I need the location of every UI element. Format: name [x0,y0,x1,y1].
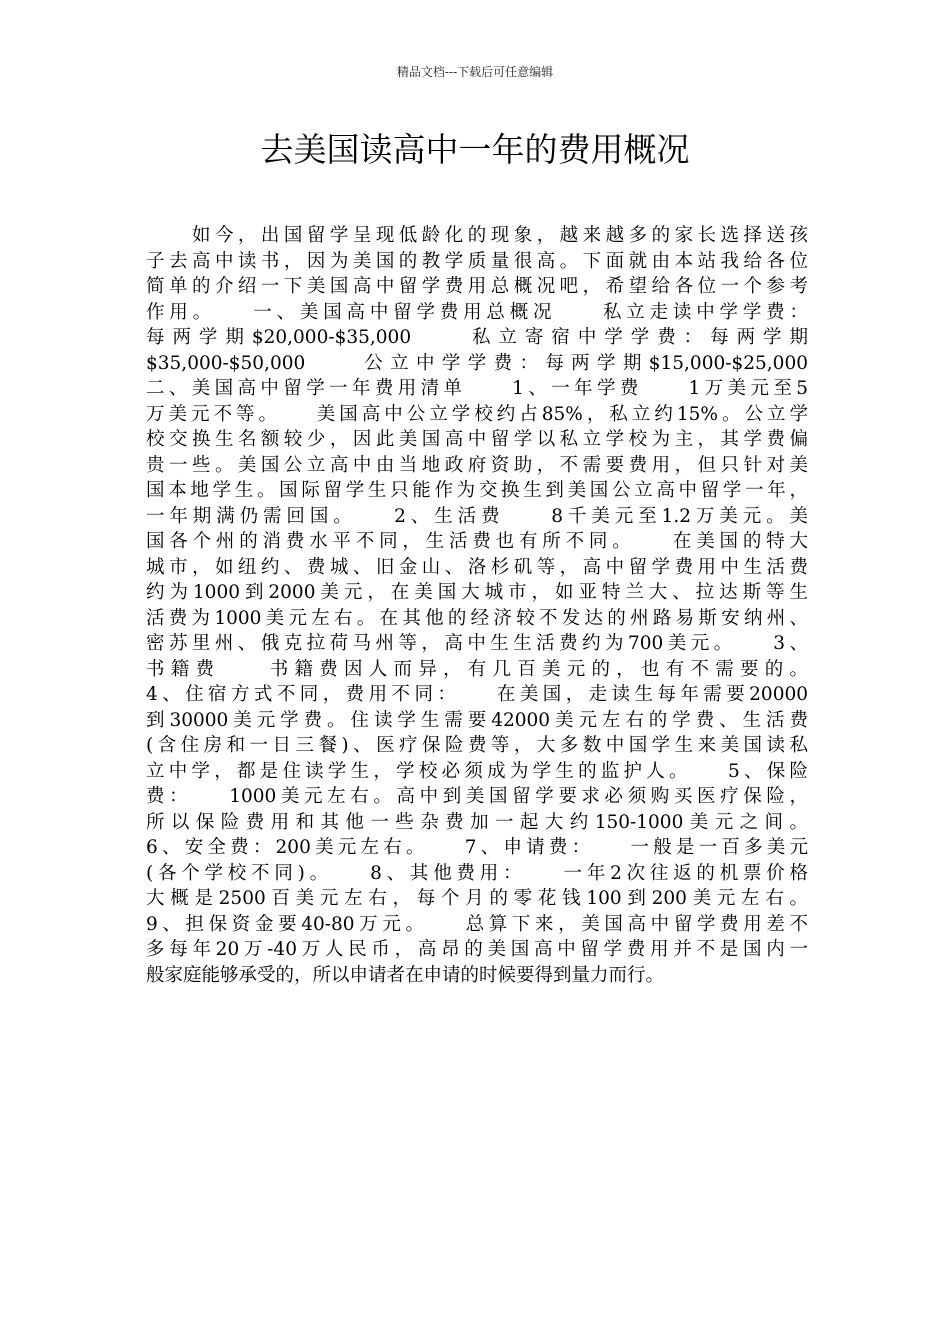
document-title: 去美国读高中一年的费用概况 [260,130,690,169]
body-line: (含住房和一日三餐)、医疗保险费等，大多数中国学生来美国读私 [146,735,808,756]
body-line: 大概是2500百美元左右，每个月的零花钱100到200美元左右。 [146,888,808,909]
page-header: 精品文档---下载后可任意编辑 [396,65,554,79]
body-line: 立中学，都是住读学生，学校必须成为学生的监护人。 5、保险 [146,760,808,782]
body-line: 作用。 一、美国高中留学费用总概况 私立走读中学学费： [146,301,808,323]
body-line: 校交换生名额较少，因此美国高中留学以私立学校为主，其学费偏 [146,429,808,450]
body-line: 密苏里州、俄克拉荷马州等，高中生生活费约为700美元。 3、 [146,633,808,654]
body-line: 万美元不等。 美国高中公立学校约占85%，私立约15%。公立学 [146,403,808,425]
body-line: 每两学期$20,000-$35,000 私立寄宿中学学费：每两学期 [146,327,808,348]
body-line: 4、住宿方式不同，费用不同： 在美国，走读生每年需要20000 [146,684,808,705]
body-line: 多每年20万-40万人民币，高昂的美国高中留学费用并不是国内一 [146,939,808,960]
body-line: 子去高中读书，因为美国的教学质量很高。下面就由本站我给各位 [146,250,808,272]
body-line: 所以保险费用和其他一些杂费加一起大约150-1000美元之间。 [146,811,808,833]
body-line: 费： 1000美元左右。高中到美国留学要求必须购买医疗保险， [146,786,808,807]
body-line: 城市，如纽约、费城、旧金山、洛杉矶等，高中留学费用中生活费 [146,556,808,578]
body-line: 约为1000到2000美元，在美国大城市，如亚特兰大、拉达斯等生 [146,582,808,603]
body-line: 国各个州的消费水平不同，生活费也有所不同。 在美国的特大 [146,531,808,552]
body-line: $35,000-$50,000 公立中学学费：每两学期$15,000-$25,000 [146,352,808,374]
body-line: 贵一些。美国公立高中由当地政府资助，不需要费用，但只针对美 [146,454,808,476]
body-line: 活费为1000美元左右。在其他的经济较不发达的州路易斯安纳州、 [146,607,808,629]
body-paragraph [146,223,808,988]
body-line: (各个学校不同)。 8、其他费用： 一年2次往返的机票价格 [146,862,808,884]
body-line: 简单的介绍一下美国高中留学费用总概况吧，希望给各位一个参考 [146,276,808,297]
body-line: 一年期满仍需回国。 2、生活费 8千美元至1.2万美元。美 [146,505,808,527]
body-line: 二、美国高中留学一年费用清单 1、一年学费 1万美元至5 [146,378,808,399]
body-line: 国本地学生。国际留学生只能作为交换生到美国公立高中留学一年， [146,480,808,501]
body-line: 6、安全费：200美元左右。 7、申请费： 一般是一百多美元 [146,837,808,858]
body-line: 般家庭能够承受的，所以申请者在申请的时候要得到量力而行。 [146,964,665,986]
body-line: 如今，出国留学呈现低龄化的现象，越来越多的家长选择送孩 [146,225,808,246]
body-line: 书籍费 书籍费因人而异，有几百美元的，也有不需要的。 [146,658,808,680]
body-line: 9、担保资金要40-80万元。 总算下来，美国高中留学费用差不 [146,913,808,935]
body-line: 到30000美元学费。住读学生需要42000美元左右的学费、生活费 [146,709,808,731]
